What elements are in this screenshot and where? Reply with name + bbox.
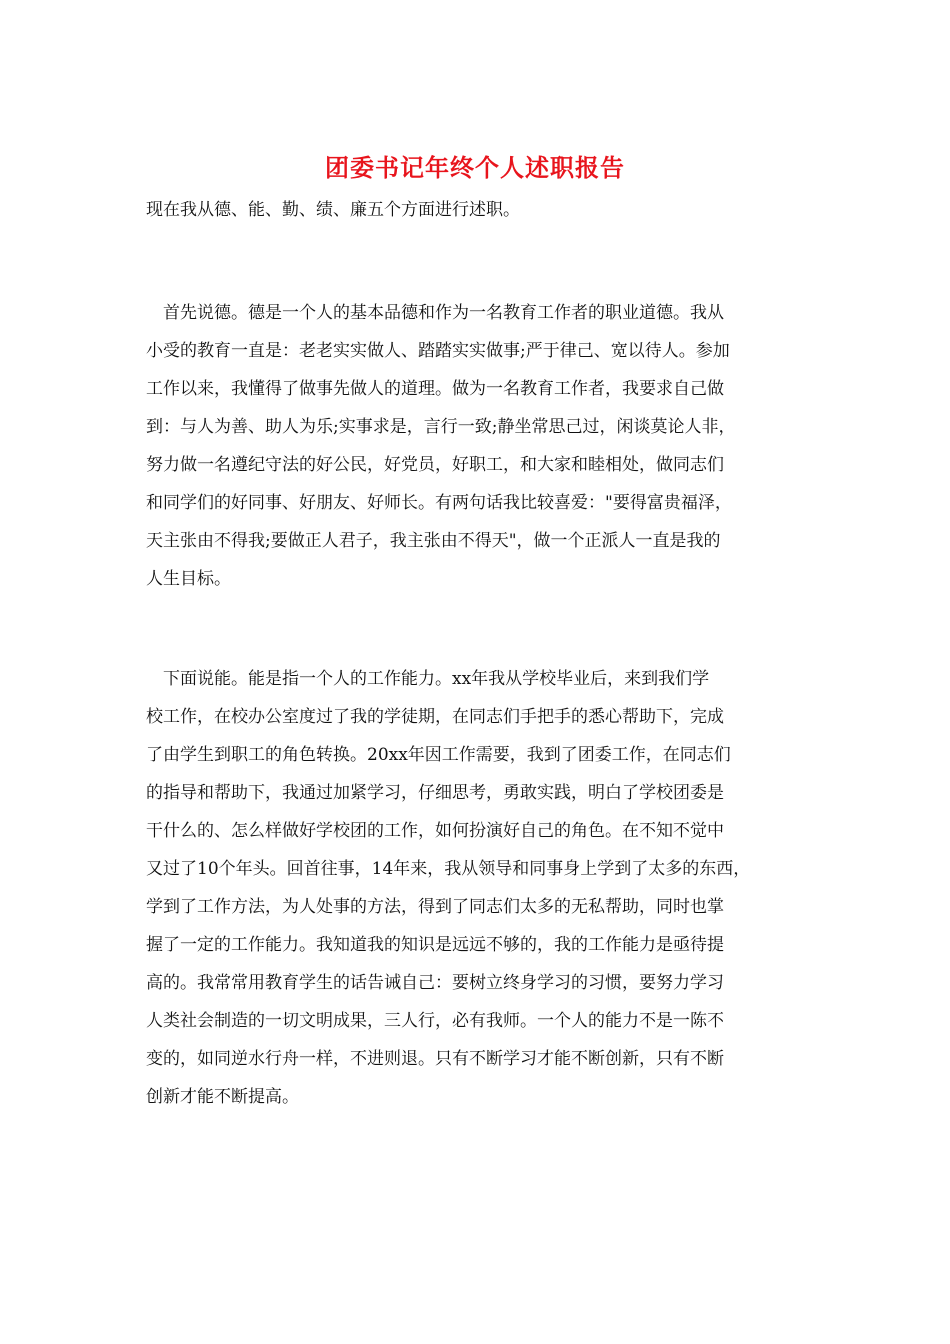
- paragraph-line: 变的，如同逆水行舟一样，不进则退。只有不断学习才能不断创新，只有不断: [146, 1049, 724, 1069]
- paragraph-line: 了由学生到职工的角色转换。20xx年因工作需要，我到了团委工作，在同志们: [146, 745, 731, 765]
- paragraph-line: 创新才能不断提高。: [146, 1087, 299, 1107]
- paragraph-line: 校工作，在校办公室度过了我的学徒期，在同志们手把手的悉心帮助下，完成: [146, 707, 724, 727]
- paragraph-line: 首先说德。德是一个人的基本品德和作为一名教育工作者的职业道德。我从: [146, 303, 724, 323]
- paragraph-line: 小受的教育一直是：老老实实做人、踏踏实实做事;严于律己、宽以待人。参加: [146, 341, 730, 361]
- paragraph-line: 人生目标。: [146, 569, 231, 589]
- paragraph-line: 握了一定的工作能力。我知道我的知识是远远不够的，我的工作能力是亟待提: [146, 935, 724, 955]
- paragraph-line: 到：与人为善、助人为乐;实事求是，言行一致;静坐常思己过，闲谈莫论人非，: [146, 417, 736, 437]
- paragraph-line: 和同学们的好同事、好朋友、好师长。有两句话我比较喜爱："要得富贵福泽，: [146, 493, 732, 513]
- intro-line: 现在我从德、能、勤、绩、廉五个方面进行述职。: [146, 200, 520, 220]
- paragraph-line: 天主张由不得我;要做正人君子，我主张由不得天"，做一个正派人一直是我的: [146, 531, 721, 551]
- paragraph-line: 干什么的、怎么样做好学校团的工作，如何扮演好自己的角色。在不知不觉中: [146, 821, 724, 841]
- paragraph-line: 的指导和帮助下，我通过加紧学习，仔细思考，勇敢实践，明白了学校团委是: [146, 783, 724, 803]
- paragraph-line: 高的。我常常用教育学生的话告诫自己：要树立终身学习的习惯，要努力学习: [146, 973, 724, 993]
- paragraph-line: 努力做一名遵纪守法的好公民，好党员，好职工，和大家和睦相处，做同志们: [146, 455, 724, 475]
- paragraph-line: 下面说能。能是指一个人的工作能力。xx年我从学校毕业后，来到我们学: [146, 669, 710, 689]
- paragraph-line: 工作以来，我懂得了做事先做人的道理。做为一名教育工作者，我要求自己做: [146, 379, 724, 399]
- paragraph-line: 学到了工作方法，为人处事的方法，得到了同志们太多的无私帮助，同时也掌: [146, 897, 724, 917]
- paragraph-line: 又过了10个年头。回首往事，14年来，我从领导和同事身上学到了太多的东西，: [146, 859, 751, 879]
- document-title: 团委书记年终个人述职报告: [325, 153, 625, 182]
- paragraph-line: 人类社会制造的一切文明成果，三人行，必有我师。一个人的能力不是一陈不: [146, 1011, 724, 1031]
